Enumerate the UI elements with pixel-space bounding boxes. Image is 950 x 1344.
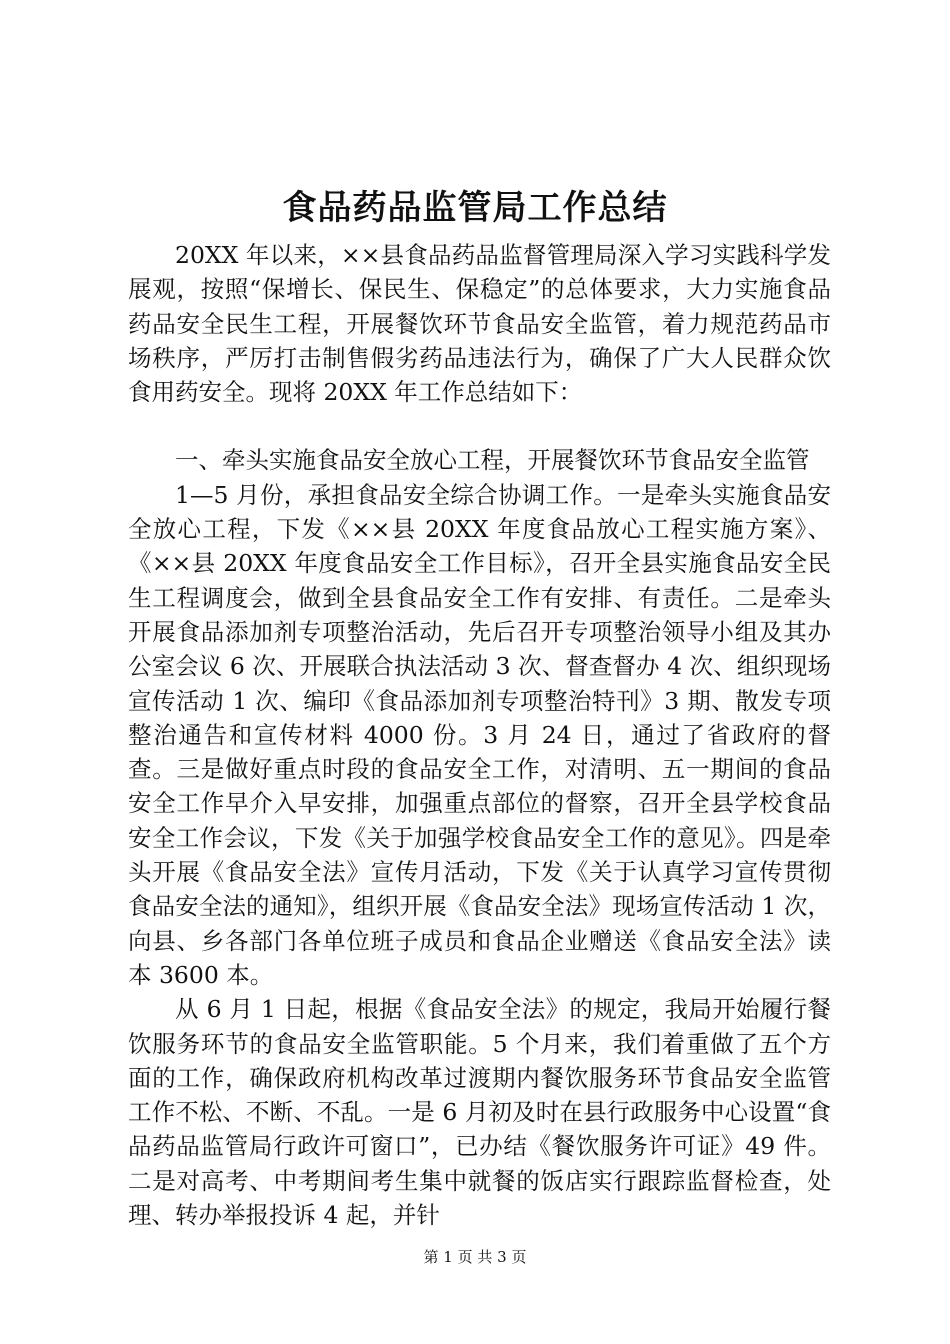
document-body (128, 238, 831, 1232)
intro-paragraph: 20XX 年以来，××县食品药品监督管理局深入学习实践科学发展观，按照“保增长、保民生、保稳定”的总体要求，大力实施食品药品安全民生工程，开展餐饮环节食品安全监管，着力规范药品市场秩序，严厉打击制售假劣药品违法行为，确保了广大人民群众饮食用药安全。现将 20XX 年工作总结如下： (128, 241, 831, 407)
page-footer: 第 1 页 共 3 页 (423, 1248, 527, 1266)
section-heading-1: 一、牵头实施食品安全放心工程，开展餐饮环节食品安全监管 (175, 446, 810, 475)
body-paragraph: 1—5 月份，承担食品安全综合协调工作。一是牵头实施食品安全放心工程，下发《××县 20XX 年度食品放心工程实施方案》、《××县 20XX 年度食品安全工作目标》，召开全县实施食品安全民生工程调度会，做到全县食品安全工作有安排、有责任。二是牵头开展食品添加剂专项整治活动，先后召开专项整治领导小组及其办公室会议 6 次、开展联合执法活动 3 次、督查督办 4 次、组织现场宣传活动 1 次、编印《食品添加剂专项整治特刊》3 期、散发专项整治通告和宣传材料 4000 份。3 月 24 日，通过了省政府的督查。三是做好重点时段的食品安全工作，对清明、五一期间的食品安全工作早介入早安排，加强重点部位的督察，召开全县学校食品安全工作会议，下发《关于加强学校食品安全工作的意见》。四是牵头开展《食品安全法》宣传月活动，下发《关于认真学习宣传贯彻食品安全法的通知》，组织开展《食品安全法》现场宣传活动 1 次，向县、乡各部门各单位班子成员和食品企业赠送《食品安全法》读本 3600 本。 (128, 480, 831, 989)
body-paragraph: 从 6 月 1 日起，根据《食品安全法》的规定，我局开始履行餐饮服务环节的食品安全监管职能。5 个月来，我们着重做了五个方面的工作，确保政府机构改革过渡期内餐饮服务环节食品安全监管工作不松、不断、不乱。一是 6 月初及时在县行政服务中心设置“食品药品监管局行政许可窗口”，已办结《餐饮服务许可证》49 件。二是对高考、中考期间考生集中就餐的饭店实行跟踪监督检查，处理、转办举报投诉 4 起，并针 (128, 995, 831, 1230)
document-title: 食品药品监管局工作总结 (282, 188, 668, 228)
